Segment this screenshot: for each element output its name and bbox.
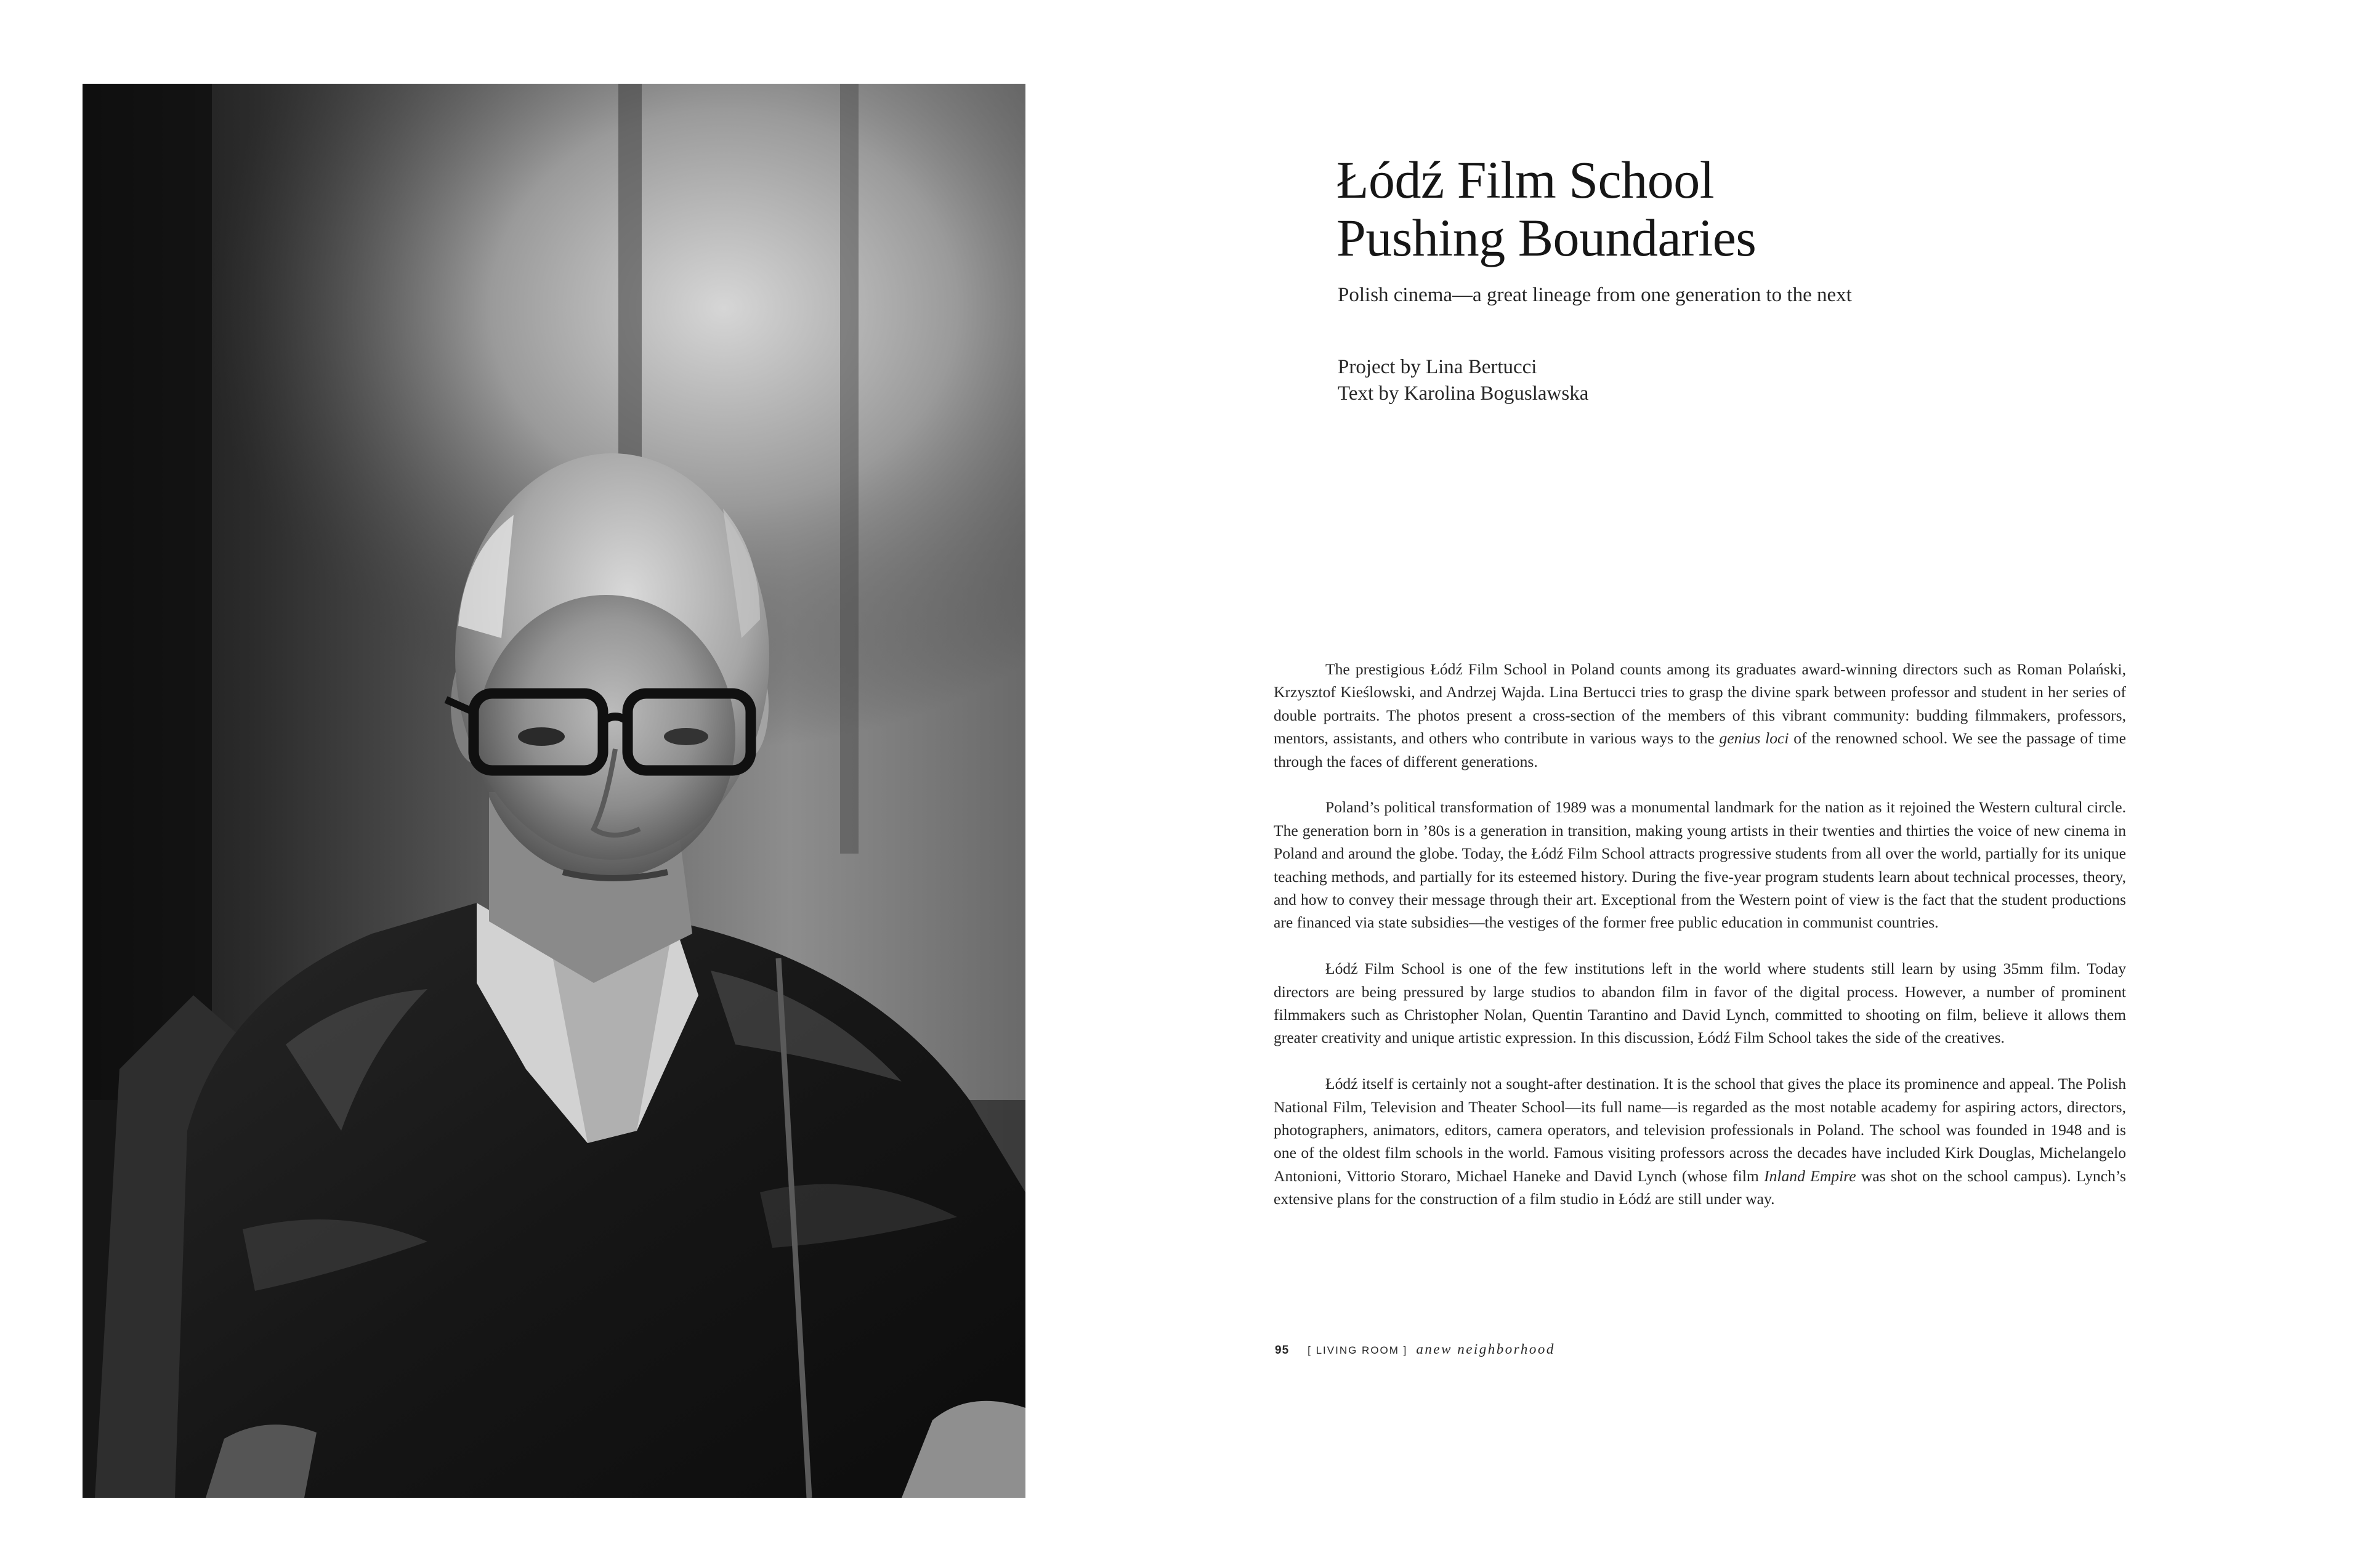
page-footer [1275, 1341, 1555, 1357]
body-paragraph-1-part-b: of the renowned school. We see the passage of time through the faces of different generations. [1274, 729, 2126, 770]
body-paragraph-2: Poland’s political transformation of 1989 was a monumental landmark for the nation as it rejoined the Western cultural circle. The generation born in ’80s is a generation in transition, making young artists in their twenties and thirties the voice of new cinema in Poland and around the globe. Today, the Łódź Film School attracts progressive students from all over the world, partially for its unique teaching methods, and partially for its esteemed history. During the five-year program students learn about technical processes, theory, and how to convey their message through their art. Exceptional from the Western point of view is the fact that the student productions are financed via state subsidies—the vestiges of the former free public education in communist countries. [1274, 798, 2126, 932]
body-paragraph-4-italic: Inland Empire [1764, 1166, 1856, 1185]
body-paragraph-4-part-a: Łódź itself is certainly not a sought-after destination. It is the school that gives the place its prominence and appeal. The Polish National Film, Television and Theater School—its full name—is regarded as the most notable academy for aspiring actors, directors, photographers, animators, editors, camera operators, and television professionals in Poland. The school was founded in 1948 and is one of the oldest film schools in the world. Famous visiting professors across the decades have included Kirk Douglas, Michelangelo Antonioni, Vittorio Storaro, Michael Haneke and David Lynch (whose film [1274, 1075, 2126, 1185]
article-title-line1: Łódź Film School [1336, 150, 1715, 209]
article-header [1336, 151, 2137, 307]
body-paragraph-3: Łódź Film School is one of the few institutions left in the world where students still learn by using 35mm film. Today directors are being pressured by large studios to abandon film in favor of the digital process. However, a number of prominent filmmakers such as Christopher Nolan, Quentin Tarantino and David Lynch, committed to shooting on film, believe it allows them greater creativity and unique artistic expression. In this discussion, Łódź Film School takes the side of the creatives. [1274, 960, 2126, 1047]
portrait-photo-icon [83, 84, 1025, 1498]
section-label: [ LIVING ROOM ] [1308, 1344, 1408, 1356]
credit-project: Project by Lina Bertucci [1338, 356, 1537, 378]
magazine-name: anew neighborhood [1416, 1341, 1555, 1357]
body-paragraph-1-part-a: The prestigious Łódź Film School in Poland counts among its graduates award-winning directors such as Roman Polański, Krzysztof Kieślowski, and Andrzej Wajda. Lina Bertucci tries to grasp the divine spark between professor and student in her series of double portraits. The photos present a cross-section of the members of this vibrant community: budding filmmakers, professors, mentors, assistants, and others who contribute in various ways to the [1274, 660, 2126, 748]
portrait-photo [83, 84, 1025, 1498]
article-body [1274, 658, 2126, 1234]
credit-text: Text by Karolina Boguslawska [1338, 382, 1589, 405]
article-title [1336, 151, 2137, 267]
body-paragraph-4 [1274, 1072, 2126, 1210]
article-title-line2: Pushing Boundaries [1336, 208, 1757, 267]
article-credits [1338, 354, 1588, 407]
article-subtitle: Polish cinema—a great lineage from one generation to the next [1338, 284, 1852, 306]
body-paragraph-1 [1274, 658, 2126, 773]
page-number: 95 [1275, 1344, 1290, 1357]
body-paragraph-1-italic: genius loci [1719, 729, 1789, 748]
body-paragraph-4-part-b: was shot on the school campus). Lynch’s extensive plans for the construction of a film studio in Łódź are still under way. [1274, 1166, 2126, 1208]
